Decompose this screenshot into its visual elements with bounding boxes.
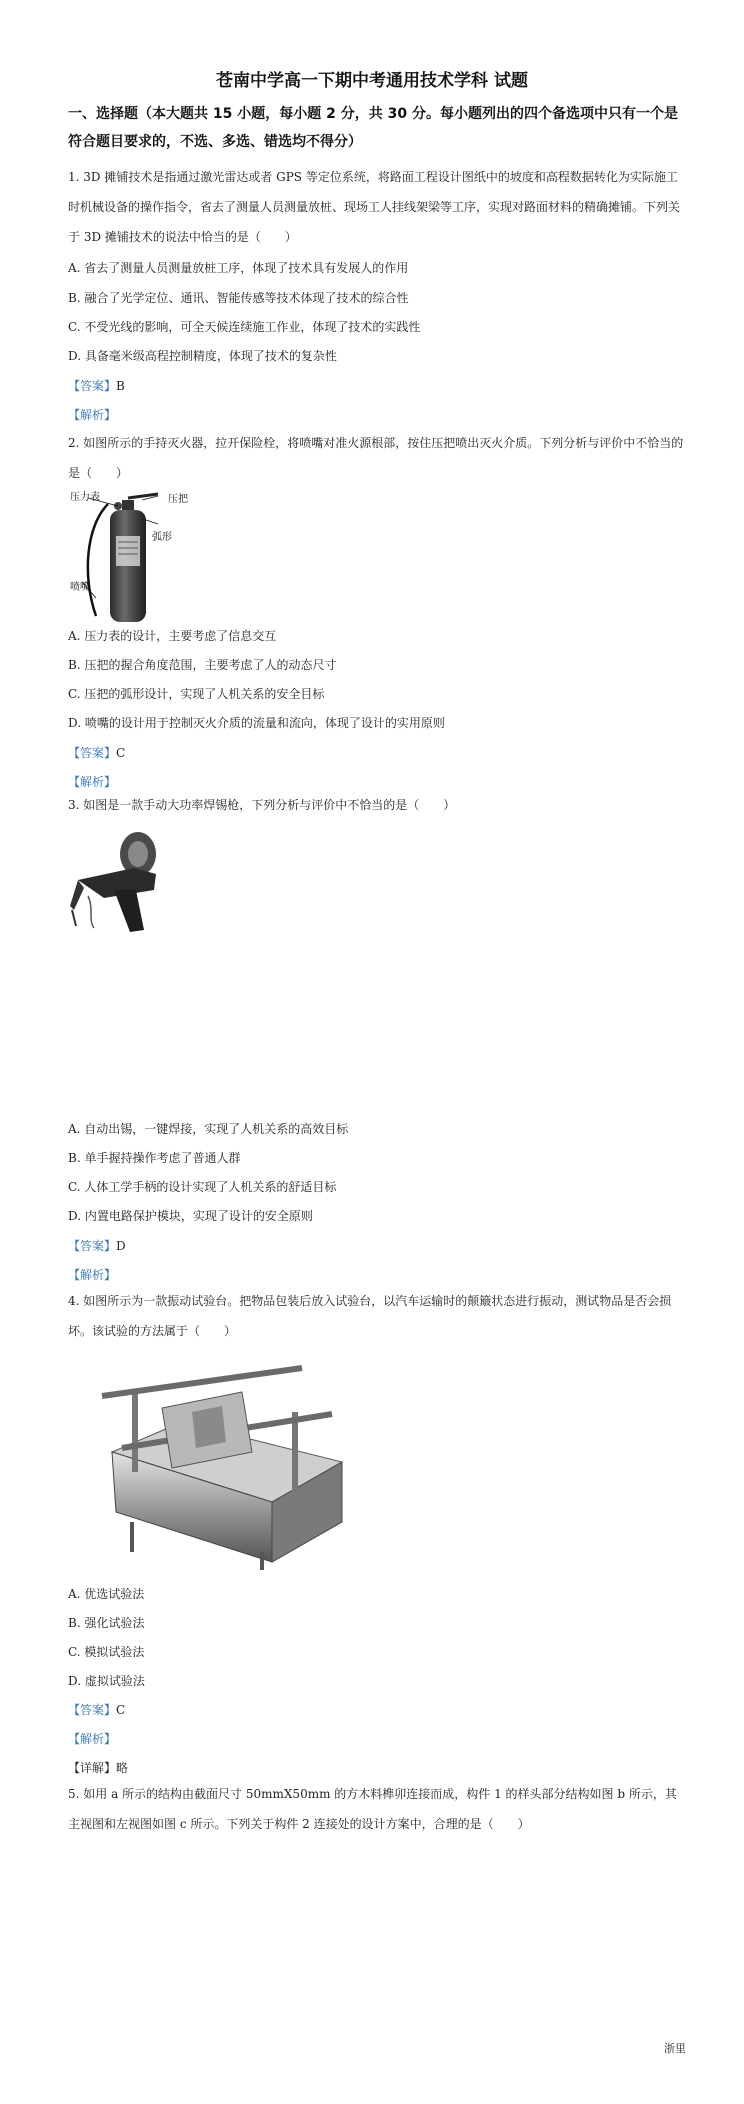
question-4-option-d: D. 虚拟试验法 [68,1674,145,1688]
question-3-option-a: A. 自动出锡，一键焊接，实现了人机关系的高效目标 [68,1122,349,1136]
question-1-stem: 1. 3D 摊铺技术是指通过激光雷达或者 GPS 等定位系统，将路面工程设计图纸中的坡度和高程数据转化为实际施工时机械设备的操作指令，省去了测量人员测量放桩、现场工人挂线架梁等工序，实现对路面材料的精确摊铺。下列关于 3D 摊铺技术的说法中恰当的是（ ） [68,170,681,244]
question-2-stem: 2. 如图所示的手持灭火器，拉开保险栓，将喷嘴对准火源根部，按住压把喷出灭火介质。下列分析与评价中不恰当的是（ ） [68,436,684,480]
question-4-analysis: 【解析】 [68,1732,117,1746]
question-1-analysis: 【解析】 [68,408,117,422]
question-2-analysis: 【解析】 [68,775,117,789]
question-4-option-a: A. 优选试验法 [68,1587,145,1601]
question-3-answer [68,1236,126,1256]
label-pressure-gauge: 压力表 [70,492,100,503]
question-3-analysis: 【解析】 [68,1268,117,1282]
label-nozzle: 喷嘴 [70,582,90,593]
question-1-option-b: B. 融合了光学定位、通讯、智能传感等技术体现了技术的综合性 [68,291,409,305]
answer-label: 【答案】 [68,746,117,760]
answer-value: C [116,746,126,760]
question-4-detail: 【详解】略 [68,1761,129,1775]
vibration-test-bench-figure [92,1352,352,1572]
answer-label: 【答案】 [68,1703,117,1717]
question-4-answer [68,1700,125,1720]
question-1-option-d: D. 具备毫米级高程控制精度，体现了技术的复杂性 [68,349,337,363]
answer-value: D [116,1239,126,1253]
question-1-option-c: C. 不受光线的影响，可全天候连续施工作业，体现了技术的实践性 [68,320,421,334]
question-3-stem: 3. 如图是一款手动大功率焊锡枪，下列分析与评价中不恰当的是（ ） [68,798,456,812]
question-2-answer [68,743,125,763]
soldering-gun-figure [64,828,174,948]
question-3-option-c: C. 人体工学手柄的设计实现了人机关系的舒适目标 [68,1180,337,1194]
question-4-option-c: C. 模拟试验法 [68,1645,145,1659]
label-arc: 弧形 [152,532,172,543]
answer-value: B [116,379,125,393]
page-title: 苍南中学高一下期中考通用技术学科 试题 [216,71,528,91]
page-footer: 浙里 [664,2042,686,2055]
answer-value: C [116,1703,126,1717]
question-2-option-d: D. 喷嘴的设计用于控制灭火介质的流量和流向，体现了设计的实用原则 [68,716,445,730]
answer-label: 【答案】 [68,1239,117,1253]
question-2-option-c: C. 压把的弧形设计，实现了人机关系的安全目标 [68,687,325,701]
question-1-answer [68,376,125,396]
answer-label: 【答案】 [68,379,117,393]
question-4-option-b: B. 强化试验法 [68,1616,145,1630]
question-4-stem: 4. 如图所示为一款振动试验台。把物品包装后放入试验台，以汽车运输时的颠簸状态进行振动，测试物品是否会损坏。该试验的方法属于（ ） [68,1294,672,1338]
question-2-option-a: A. 压力表的设计，主要考虑了信息交互 [68,629,277,643]
question-3-option-b: B. 单手握持操作考虑了普通人群 [68,1151,241,1165]
question-3-option-d: D. 内置电路保护模块，实现了设计的安全原则 [68,1209,313,1223]
section-heading: 一、选择题（本大题共 15 小题，每小题 2 分，共 30 分。每小题列出的四个备选项中只有一个是符合题目要求的，不选、多选、错选均不得分） [68,106,678,150]
question-1-option-a: A. 省去了测量人员测量放桩工序，体现了技术具有发展人的作用 [68,261,409,275]
question-5-stem: 5. 如用 a 所示的结构由截面尺寸 50mmX50mm 的方木料榫卯连接而成，构件 1 的样头部分结构如图 b 所示，其主视图和左视图如图 c 所示。下列关于构件 2 连接处的设计方案中，合理的是（ ） [68,1787,677,1831]
fire-extinguisher-figure [66,486,206,626]
question-2-option-b: B. 压把的握合角度范围，主要考虑了人的动态尺寸 [68,658,337,672]
label-handle: 压把 [168,494,188,505]
